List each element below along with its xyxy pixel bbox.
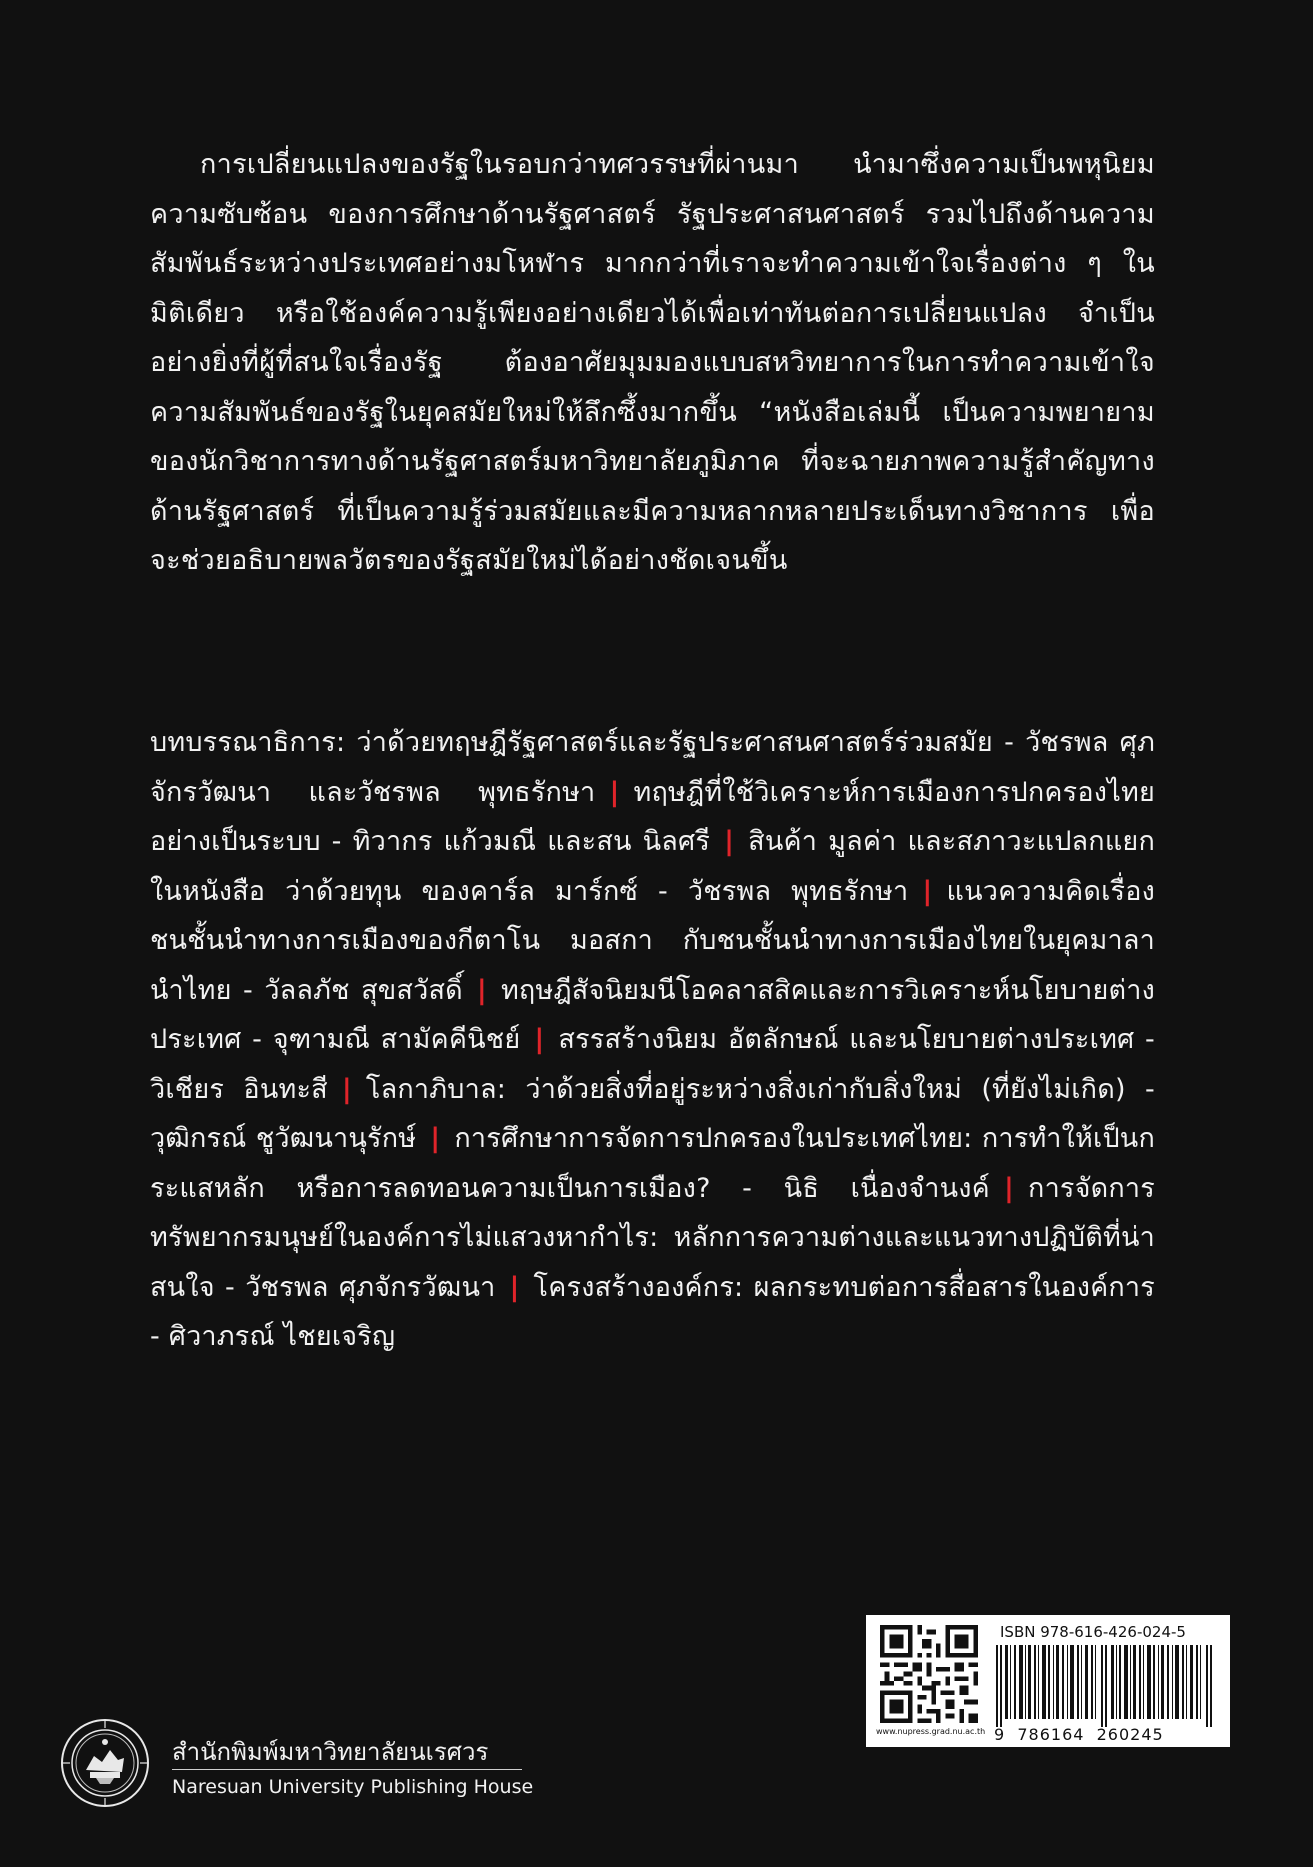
isbn-label: [866, 1615, 1230, 1747]
toc-separator: |: [509, 1271, 520, 1303]
toc-item: ทฤษฎีที่ใช้วิเคราะห์การเมืองการปกครองไทยอย่างเป็นระบบ - ทิวากร แก้วมณี และสน นิลศรี: [150, 776, 1155, 857]
toc-item: โครงสร้างองค์กร: ผลกระทบต่อการสื่อสารในองค์การ - ศิวาภรณ์ ไชยเจริญ: [150, 1271, 1155, 1352]
publisher-divider: [172, 1769, 522, 1770]
toc-separator: |: [476, 974, 487, 1006]
toc-separator: |: [1003, 1172, 1015, 1204]
toc-item: การศึกษาการจัดการปกครองในประเทศไทย: การทำให้เป็นกระแสหลัก หรือการลดทอนความเป็นการเมือง? - นิธิ เนื่องจำนงค์: [150, 1123, 1155, 1204]
publisher-url: www.nupress.grad.nu.ac.th: [876, 1727, 986, 1736]
toc-item: การจัดการทรัพยากรมนุษย์ในองค์การไม่แสวงหากำไร: หลักการความต่างและแนวทางปฏิบัติที่น่าสนใจ - วัชรพล ศุภจักรวัฒนา: [150, 1172, 1155, 1303]
toc-item: บทบรรณาธิการ: ว่าด้วยทฤษฎีรัฐศาสตร์และรัฐประศาสนศาสตร์ร่วมสมัย - วัชรพล ศุภจักรวัฒนา และวัชรพล พุทธรักษา: [150, 727, 1155, 808]
publisher-name-english: Naresuan University Publishing House: [172, 1776, 534, 1798]
toc-separator: |: [341, 1073, 352, 1105]
barcode-icon: [992, 1645, 1220, 1727]
toc-separator: |: [724, 826, 735, 857]
isbn-number: ISBN 978-616-426-024-5: [1000, 1623, 1186, 1641]
toc-separator: |: [922, 875, 933, 907]
publisher-block: [60, 1718, 560, 1808]
toc-item: โลกาภิบาล: ว่าด้วยสิ่งที่อยู่ระหว่างสิ่งเก่ากับสิ่งใหม่ (ที่ยังไม่เกิด) - วุฒิกรณ์ ชูวัฒนานุรักษ์: [150, 1073, 1155, 1154]
toc-item: ทฤษฎีสัจนิยมนีโอคลาสสิคและการวิเคราะห์นโยบายต่างประเทศ - จุฑามณี สามัคคีนิชย์: [150, 974, 1155, 1055]
university-seal-icon: [60, 1718, 150, 1808]
publisher-name-thai: สำนักพิมพ์มหาวิทยาลัยนเรศวร: [172, 1738, 489, 1766]
blurb-paragraph: การเปลี่ยนแปลงของรัฐในรอบกว่าทศวรรษที่ผ่านมา นำมาซึ่งความเป็นพหุนิยม ความซับซ้อน ของการศึกษาด้านรัฐศาสตร์ รัฐประศาสนศาสตร์ รวมไปถึงด้านความสัมพันธ์ระหว่างประเทศอย่างมโหฬาร มากกว่าที่เราจะทำความเข้าใจเรื่องต่าง ๆ ในมิติเดียว หรือใช้องค์ความรู้เพียงอย่างเดียวได้เพื่อเท่าทันต่อการเปลี่ยนแปลง จำเป็นอย่างยิ่งที่ผู้ที่สนใจเรื่องรัฐ ต้องอาศัยมุมมองแบบสหวิทยาการในการทำความเข้าใจความสัมพันธ์ของรัฐในยุคสมัยใหม่ให้ลึกซึ้งมากขึ้น “หนังสือเล่มนี้ เป็นความพยายามของนักวิชาการทางด้านรัฐศาสตร์มหาวิทยาลัยภูมิภาค ที่จะฉายภาพความรู้สำคัญทางด้านรัฐศาสตร์ ที่เป็นความรู้ร่วมสมัยและมีความหลากหลายประเด็นทางวิชาการ เพื่อจะช่วยอธิบายพลวัตรของรัฐสมัยใหม่ได้อย่างชัดเจนขึ้น: [150, 149, 1155, 576]
table-of-contents: [150, 718, 1155, 1362]
toc-separator: |: [430, 1123, 441, 1154]
qr-code-icon: [880, 1625, 978, 1723]
toc-item: สินค้า มูลค่า และสภาวะแปลกแยกในหนังสือ ว่าด้วยทุน ของคาร์ล มาร์กซ์ - วัชรพล พุทธรักษา: [150, 826, 1155, 907]
toc-item: สรรสร้างนิยม อัตลักษณ์ และนโยบายต่างประเทศ - วิเชียร อินทะสี: [150, 1024, 1155, 1105]
barcode-digits: 9 786164 260245: [994, 1725, 1164, 1744]
toc-separator: |: [609, 776, 620, 808]
toc-separator: |: [534, 1024, 545, 1055]
toc-item: แนวความคิดเรื่องชนชั้นนำทางการเมืองของกีตาโน มอสกา กับชนชั้นนำทางการเมืองไทยในยุคมาลานำไทย - วัลลภัช สุขสวัสดิ์: [150, 875, 1155, 1006]
